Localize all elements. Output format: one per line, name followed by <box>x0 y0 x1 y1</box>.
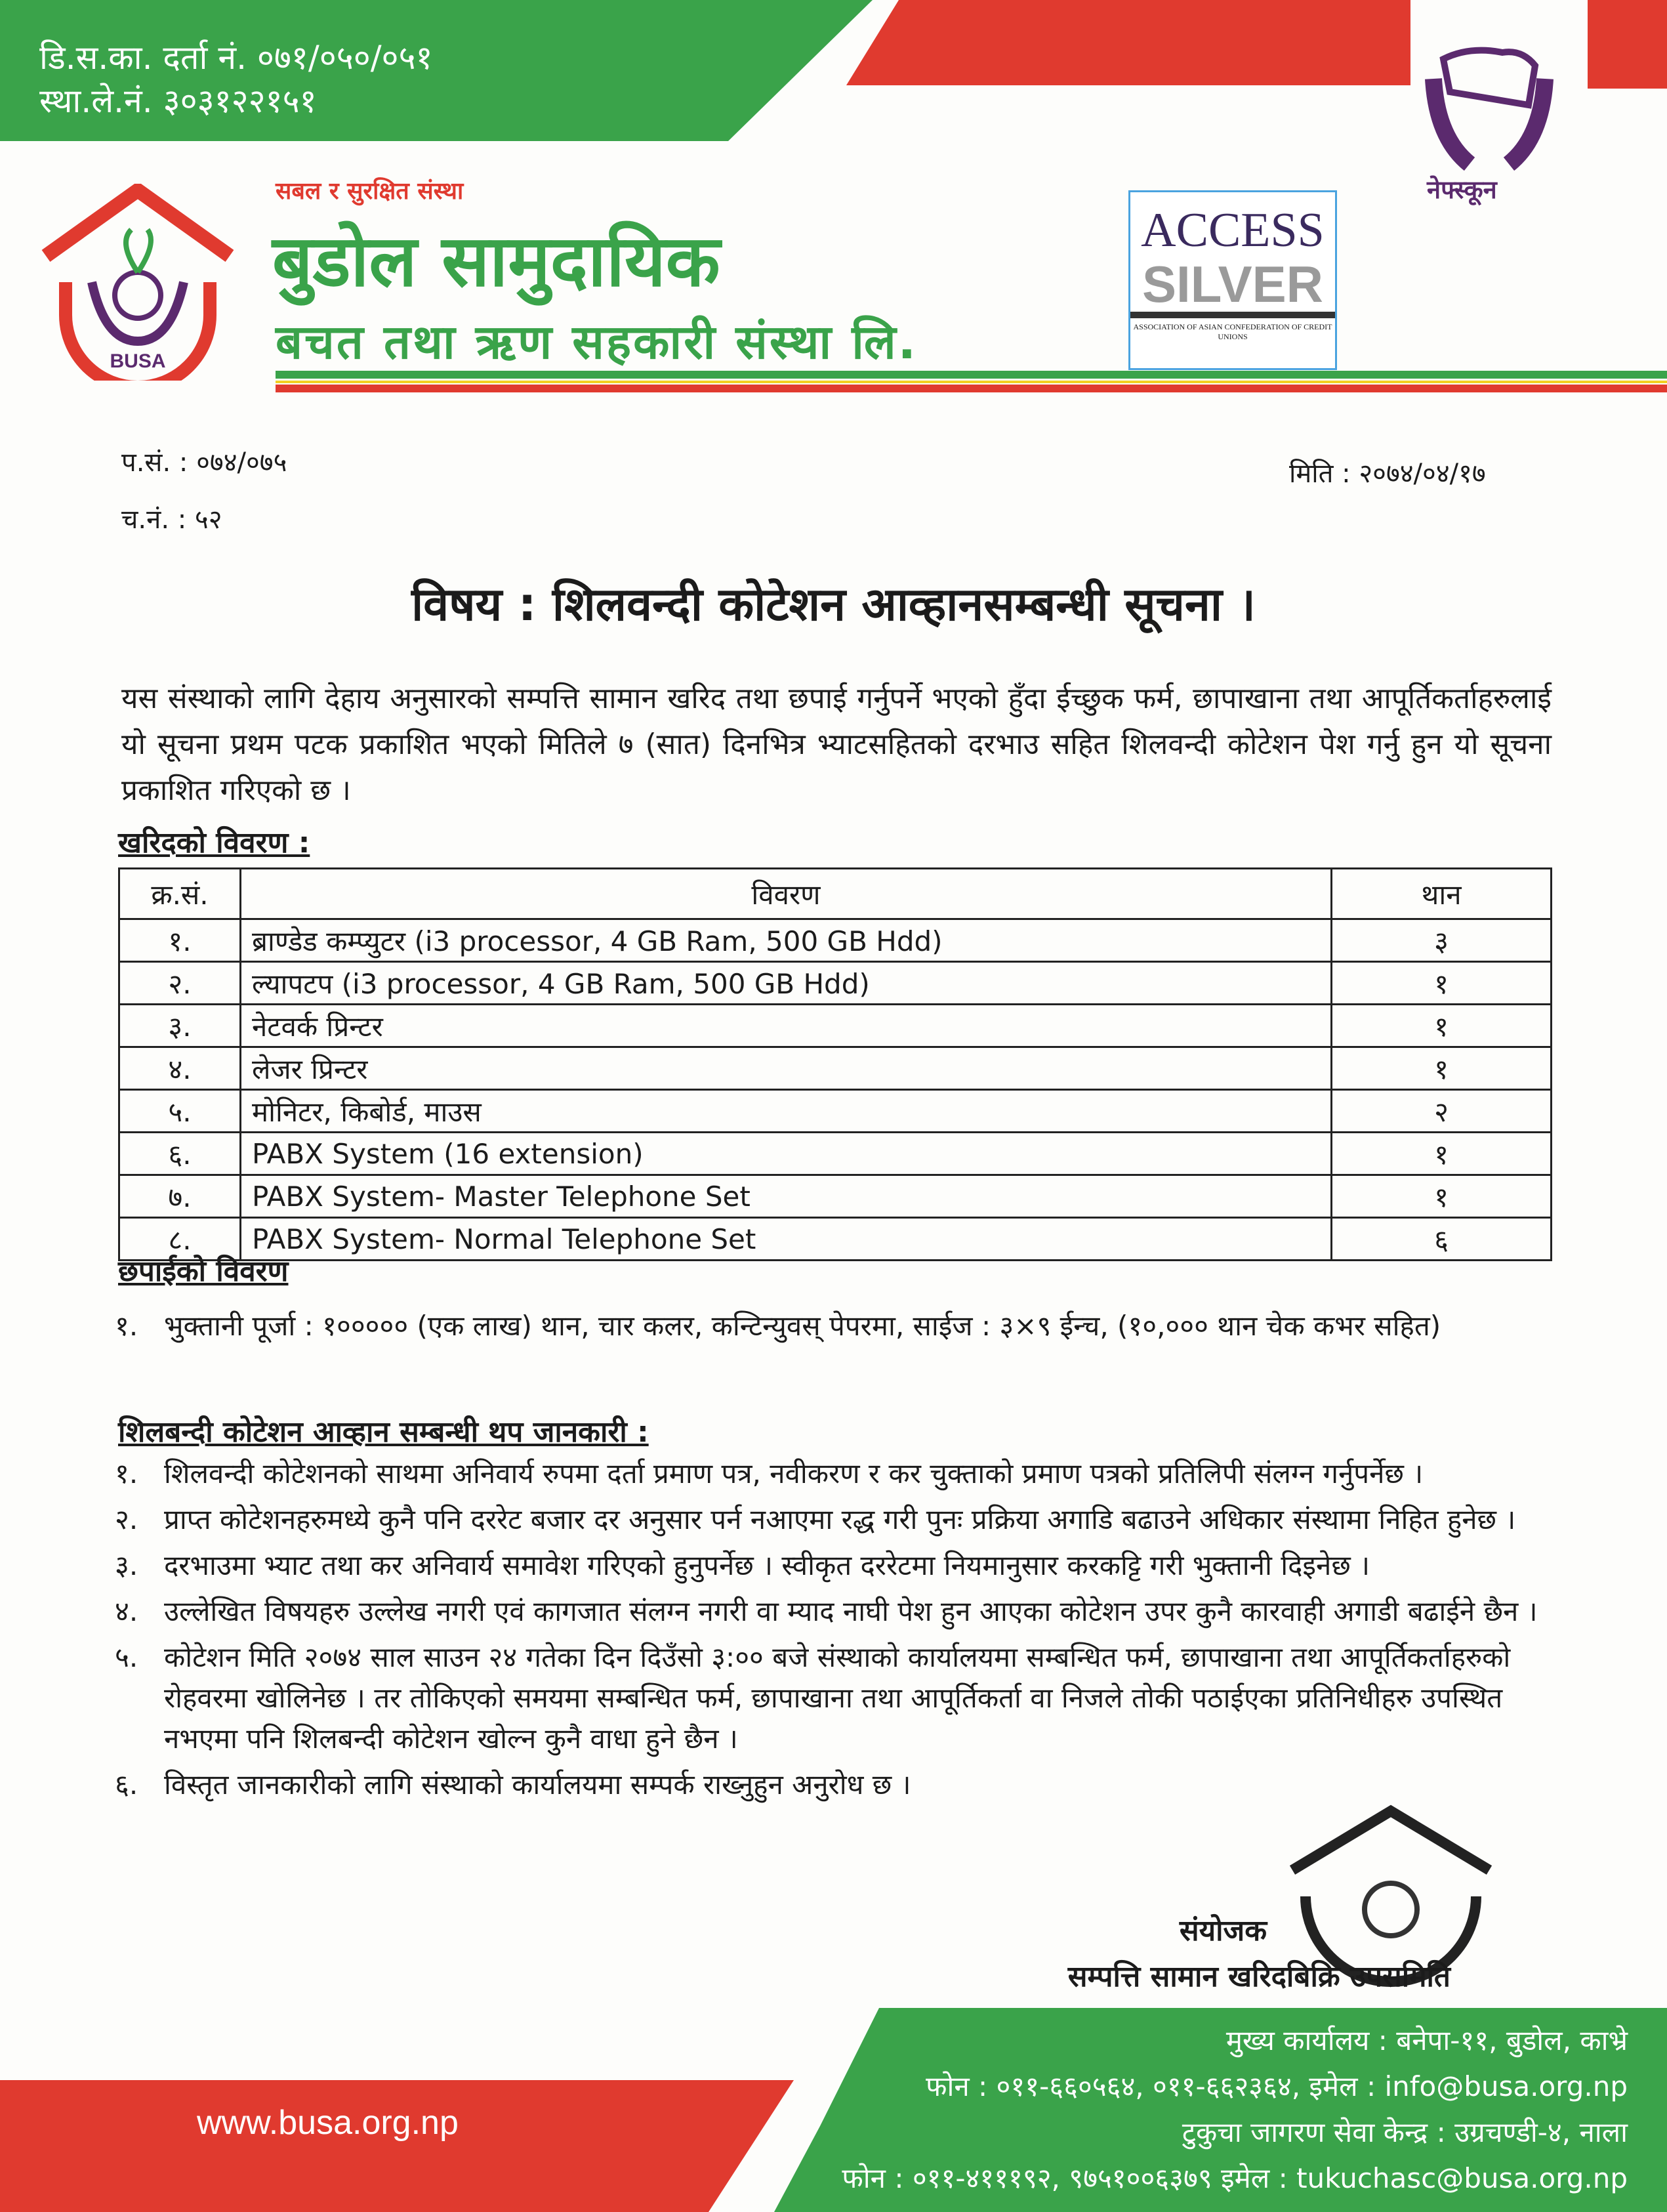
col-sn: क्र.सं. <box>119 869 241 919</box>
list-item <box>115 1453 1552 1494</box>
access-silver-logo <box>1128 190 1337 370</box>
org-subtitle: बचत तथा ऋण सहकारी संस्था लि. <box>276 314 918 369</box>
row-description: ल्यापटप (i3 processor, 4 GB Ram, 500 GB Hdd) <box>241 962 1332 1005</box>
table-row <box>119 1047 1552 1090</box>
subject: विषय : शिलवन्दी कोटेशन आव्हानसम्बन्धी सूचना । <box>411 577 1256 631</box>
row-sn: १. <box>119 919 241 962</box>
busa-logo <box>39 184 236 381</box>
item-number: २. <box>115 1503 138 1535</box>
dispatch-number: च.नं. : ५२ <box>121 505 222 535</box>
row-description: नेटवर्क प्रिन्टर <box>241 1005 1332 1047</box>
row-description: लेजर प्रिन्टर <box>241 1047 1332 1090</box>
item-number: ३. <box>115 1549 138 1581</box>
table-row <box>119 962 1552 1005</box>
item-text: प्राप्त कोटेशनहरुमध्ये कुनै पनि दररेट बजार दर अनुसार पर्न नआएमा रद्ध गरी पुनः प्रक्रिया अगाडि बढाउने अधिकार संस्थामा निहित हुनेछ । <box>164 1503 1516 1535</box>
list-item <box>115 1306 1552 1346</box>
date: मिति : २०७४/०४/१७ <box>1289 459 1486 489</box>
info-list <box>115 1453 1552 1810</box>
printing-heading: छपाईको विवरण <box>118 1255 289 1288</box>
item-text: उल्लेखित विषयहरु उल्लेख नगरी एवं कागजात संलग्न नगरी वा म्याद नाघी पेश हुन आएका कोटेशन उपर कुनै कारवाही अगाडी बढाईने छैन । <box>164 1595 1538 1627</box>
head-office-address: मुख्य कार्यालय : बनेपा-११, बुडोल, काभ्रे <box>1225 2024 1628 2056</box>
purchase-table <box>118 867 1552 1261</box>
footer-contact <box>842 2018 1628 2202</box>
row-description: मोनिटर, किबोर्ड, माउस <box>241 1090 1332 1133</box>
info-heading: शिलबन्दी कोटेशन आव्हान सम्बन्धी थप जानकारी : <box>118 1415 649 1449</box>
table-row <box>119 1175 1552 1218</box>
list-item <box>115 1591 1552 1632</box>
org-name: बुडोल सामुदायिक <box>272 220 720 303</box>
committee-name: सम्पत्ति सामान खरिदबिक्रि उपसमिति <box>1067 1960 1451 1993</box>
list-item <box>115 1499 1552 1540</box>
tagline: सबल र सुरक्षित संस्था <box>276 178 464 205</box>
branch-contact: फोन : ०११-४१११९२, ९७५१००६३७९ इमेल : tukuchasc@busa.org.np <box>842 2162 1628 2194</box>
list-item <box>115 1545 1552 1586</box>
row-quantity: १ <box>1332 1047 1552 1090</box>
nefscun-logo <box>1424 39 1555 184</box>
row-quantity: १ <box>1332 1133 1552 1175</box>
row-description: PABX System- Normal Telephone Set <box>241 1218 1332 1261</box>
purchase-heading: खरिदको विवरण : <box>118 826 310 860</box>
table-row <box>119 1133 1552 1175</box>
item-text: भुक्तानी पूर्जा : १००००० (एक लाख) थान, चार कलर, कन्टिन्युवस् पेपरमा, साईज : ३×९ ईन्च, (१०,००० थान चेक कभर सहित) <box>164 1310 1441 1342</box>
branch-address: टुकुचा जागरण सेवा केन्द्र : उग्रचण्डी-४, नाला <box>1182 2116 1628 2148</box>
row-quantity: २ <box>1332 1090 1552 1133</box>
registration-number: डि.स.का. दर्ता नं. ०७१/०५०/०५१ <box>39 39 433 77</box>
row-sn: ७. <box>119 1175 241 1218</box>
access-text: ACCESS <box>1141 203 1325 257</box>
access-small-text: ASSOCIATION OF ASIAN CONFEDERATION OF CREDIT UNIONS <box>1130 312 1335 342</box>
table-row <box>119 919 1552 962</box>
item-number: ४. <box>115 1595 138 1627</box>
item-text: दरभाउमा भ्याट तथा कर अनिवार्य समावेश गरिएको हुनुपर्नेछ । स्वीकृत दररेटमा नियमानुसार करकट्टि गरी भुक्तानी दिइनेछ । <box>164 1549 1370 1581</box>
head-office-contact: फोन : ०११-६६०५६४, ०११-६६२३६४, इमेल : info@busa.org.np <box>926 2070 1628 2102</box>
row-quantity: ६ <box>1332 1218 1552 1261</box>
row-description: ब्राण्डेड कम्प्युटर (i3 processor, 4 GB Ram, 500 GB Hdd) <box>241 919 1332 962</box>
row-quantity: १ <box>1332 1175 1552 1218</box>
row-description: PABX System- Master Telephone Set <box>241 1175 1332 1218</box>
silver-text: SILVER <box>1142 255 1323 313</box>
logo-text: BUSA <box>110 350 166 372</box>
row-description: PABX System (16 extension) <box>241 1133 1332 1175</box>
row-quantity: १ <box>1332 1005 1552 1047</box>
row-quantity: ३ <box>1332 919 1552 962</box>
table-row <box>119 1218 1552 1261</box>
col-quantity: थान <box>1332 869 1552 919</box>
row-sn: २. <box>119 962 241 1005</box>
item-number: ६. <box>115 1768 138 1801</box>
item-text: विस्तृत जानकारीको लागि संस्थाको कार्यालयमा सम्पर्क राख्नुहुन अनुरोध छ । <box>164 1768 911 1801</box>
row-sn: ६. <box>119 1133 241 1175</box>
signatory-title: संयोजक <box>1179 1914 1267 1948</box>
item-text: कोटेशन मिति २०७४ साल साउन २४ गतेका दिन दिउँसो ३:०० बजे संस्थाको कार्यालयमा सम्बन्धित फर्म, छापाखाना तथा आपूर्तिकर्ताहरुको रोहवरमा खोलिनेछ । तर तोकिएको समयमा सम्बन्धित फर्म, छापाखाना तथा आपूर्तिकर्ता वा निजले तोकी पठाईएका प्रतिनिधीहरु उपस्थित नभएमा पनि शिलबन्दी कोटेशन खोल्न कुनै वाधा हुने छैन । <box>164 1641 1511 1755</box>
pan-number: स्था.ले.नं. ३०३१२२१५१ <box>39 82 317 120</box>
reference-number: प.सं. : ०७४/०७५ <box>121 448 287 478</box>
table-row <box>119 1005 1552 1047</box>
item-number: ५. <box>115 1641 138 1673</box>
row-sn: ३. <box>119 1005 241 1047</box>
printing-list <box>115 1306 1552 1352</box>
table-header <box>119 869 1552 919</box>
list-item <box>115 1637 1552 1759</box>
item-text: शिलवन्दी कोटेशनको साथमा अनिवार्य रुपमा दर्ता प्रमाण पत्र, नवीकरण र कर चुक्ताको प्रमाण पत्रको प्रतिलिपी संलग्न गर्नुपर्नेछ । <box>164 1457 1424 1490</box>
row-quantity: १ <box>1332 962 1552 1005</box>
item-number: १. <box>115 1310 138 1342</box>
website-link[interactable]: www.busa.org.np <box>197 2104 459 2142</box>
col-description: विवरण <box>241 869 1332 919</box>
row-sn: ४. <box>119 1047 241 1090</box>
nefscun-label: नेफ्स्कून <box>1427 175 1497 204</box>
row-sn: ५. <box>119 1090 241 1133</box>
registration-info <box>39 36 433 123</box>
table-row <box>119 1090 1552 1133</box>
item-number: १. <box>115 1457 138 1490</box>
intro-paragraph: यस संस्थाको लागि देहाय अनुसारको सम्पत्ति सामान खरिद तथा छपाई गर्नुपर्ने भएको हुँदा ईच्छुक फर्म, छापाखाना तथा आपूर्तिकर्ताहरुलाई यो सूचना प्रथम पटक प्रकाशित भएको मितिले ७ (सात) दिनभित्र भ्याटसहितको दरभाउ सहित शिलवन्दी कोटेशन पेश गर्नु हुन यो सूचना प्रकाशित गरिएको छ । <box>121 682 1552 807</box>
row-sn: ८. <box>119 1218 241 1261</box>
